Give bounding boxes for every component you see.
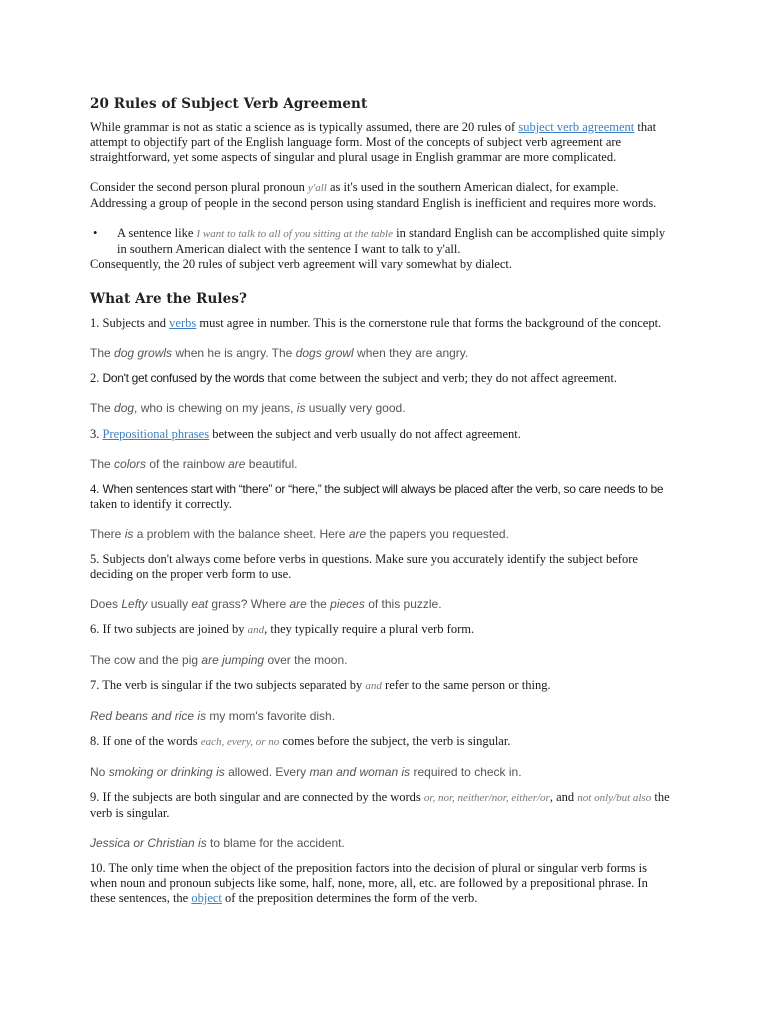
text: There bbox=[90, 527, 125, 541]
text: A sentence like bbox=[117, 226, 197, 240]
list-item bbox=[90, 226, 670, 257]
text: Consider the second person plural pronoun bbox=[90, 180, 309, 194]
verbs-link[interactable]: verbs bbox=[169, 316, 197, 330]
text: when he is angry. The bbox=[172, 346, 296, 360]
text: 3. bbox=[90, 427, 103, 441]
yall-term: y'all bbox=[308, 182, 327, 194]
intro-paragraph-1 bbox=[90, 120, 670, 165]
text: the papers you requested. bbox=[366, 527, 509, 541]
text: , and bbox=[549, 790, 578, 804]
emphasis: eat bbox=[191, 597, 209, 611]
emphasis: Lefty bbox=[121, 597, 148, 611]
example-4 bbox=[90, 527, 670, 542]
text: Don't get confused by the words bbox=[102, 371, 265, 385]
emphasis: are bbox=[289, 597, 307, 611]
text: the bbox=[306, 597, 331, 611]
text: The cow and the pig bbox=[90, 653, 202, 667]
keyword: and bbox=[365, 680, 382, 692]
text: in standard English can be accomplished quite simply in southern American dialect with the sentence I want to talk to y'all. bbox=[117, 226, 666, 256]
text: usually bbox=[147, 597, 192, 611]
text: comes before the subject, the verb is singular. bbox=[279, 734, 511, 748]
text: to blame for the accident. bbox=[206, 836, 345, 850]
text: over the moon. bbox=[264, 653, 348, 667]
bullet-list bbox=[90, 226, 670, 257]
text: 7. The verb is singular if the two subjects separated by bbox=[90, 678, 366, 692]
emphasis: dogs growl bbox=[295, 346, 354, 360]
text: of this puzzle. bbox=[364, 597, 442, 611]
text: must agree in number. This is the cornerstone rule that forms the background of the concept. bbox=[196, 316, 662, 330]
example-2 bbox=[90, 401, 670, 416]
rule-6 bbox=[90, 622, 670, 638]
prepositional-phrases-link[interactable]: Prepositional phrases bbox=[102, 427, 210, 441]
rule-2 bbox=[90, 371, 670, 386]
keyword: not only/but also bbox=[577, 792, 652, 804]
example-9 bbox=[90, 836, 670, 851]
rule-3 bbox=[90, 427, 670, 442]
rule-5: 5. Subjects don't always come before verbs in questions. Make sure you accurately identify the subject before deciding on the proper verb form to use. bbox=[90, 552, 638, 581]
emphasis: colors bbox=[114, 457, 147, 471]
rule-7 bbox=[90, 678, 670, 694]
example-5 bbox=[90, 597, 670, 612]
example-1 bbox=[90, 346, 670, 361]
text: of the rainbow bbox=[146, 457, 229, 471]
text: when they are angry. bbox=[353, 346, 469, 360]
text: The bbox=[90, 457, 115, 471]
emphasis: man and woman is bbox=[309, 765, 411, 779]
text: , who is chewing on my jeans, bbox=[134, 401, 297, 415]
keyword: and bbox=[247, 624, 265, 636]
text: The bbox=[90, 401, 115, 415]
quoted-sentence: I want to talk to all of you sitting at the table bbox=[196, 228, 393, 240]
rule-8 bbox=[90, 734, 670, 750]
bullet-icon: • bbox=[93, 226, 98, 240]
page-title: 20 Rules of Subject Verb Agreement bbox=[90, 96, 368, 112]
subject-verb-agreement-link[interactable]: subject verb agreement bbox=[518, 120, 635, 134]
text: required to check in. bbox=[410, 765, 522, 779]
example-8 bbox=[90, 765, 670, 780]
intro-paragraph-2 bbox=[90, 180, 670, 211]
keyword: each, every, or no bbox=[200, 736, 280, 748]
text: my mom's favorite dish. bbox=[206, 709, 336, 723]
text: The bbox=[90, 346, 115, 360]
text: 6. If two subjects are joined by bbox=[90, 622, 248, 636]
emphasis: dog bbox=[114, 401, 135, 415]
text: usually very good. bbox=[305, 401, 406, 415]
example-3 bbox=[90, 457, 670, 472]
emphasis: are jumping bbox=[201, 653, 265, 667]
text: While grammar is not as static a science as is typically assumed, there are 20 rules of bbox=[90, 120, 519, 134]
keyword: or, nor, neither/nor, either/or bbox=[423, 792, 550, 804]
text: refer to the same person or thing. bbox=[381, 678, 551, 692]
object-link[interactable]: object bbox=[191, 891, 222, 905]
text: grass? Where bbox=[208, 597, 290, 611]
text: 9. If the subjects are both singular and are connected by the words bbox=[90, 790, 424, 804]
text: as it's used in the southern American dialect, for example. Addressing a group of people in the second person using standard English is inefficient and requires more words. bbox=[90, 180, 657, 210]
text: Does bbox=[90, 597, 122, 611]
text: 1. Subjects and bbox=[90, 316, 170, 330]
text: No bbox=[90, 765, 109, 779]
text: When sentences start with “there” or “here,” the subject will always be placed after the verb, so care needs to be bbox=[102, 482, 664, 496]
emphasis: are bbox=[348, 527, 367, 541]
text: beautiful. bbox=[245, 457, 298, 471]
rules-heading: What Are the Rules? bbox=[90, 291, 248, 307]
rule-9 bbox=[90, 790, 670, 821]
emphasis: pieces bbox=[330, 597, 365, 611]
example-7 bbox=[90, 709, 670, 724]
emphasis: Jessica or Christian is bbox=[90, 836, 207, 850]
intro-paragraph-3: Consequently, the 20 rules of subject verb agreement will vary somewhat by dialect. bbox=[90, 257, 512, 271]
emphasis: Red beans and rice is bbox=[90, 709, 207, 723]
rule-1 bbox=[90, 316, 670, 331]
rule-4 bbox=[90, 482, 670, 512]
text: allowed. Every bbox=[224, 765, 310, 779]
text: taken to identify it correctly. bbox=[90, 497, 232, 511]
emphasis: is bbox=[124, 527, 134, 541]
text: 2. bbox=[90, 371, 103, 385]
text: of the preposition determines the form of the verb. bbox=[221, 891, 478, 905]
text: a problem with the balance sheet. Here bbox=[133, 527, 349, 541]
text: between the subject and verb usually do not affect agreement. bbox=[209, 427, 521, 441]
text: that attempt to objectify part of the English language form. Most of the concepts of subject verb agreement are straightforward, yet some aspects of singular and plural usage in English grammar are more complicated. bbox=[90, 120, 657, 164]
emphasis: are bbox=[228, 457, 246, 471]
text: 8. If one of the words bbox=[90, 734, 201, 748]
text: , they typically require a plural verb form. bbox=[264, 622, 475, 636]
emphasis: smoking or drinking is bbox=[108, 765, 225, 779]
rule-10 bbox=[90, 861, 670, 906]
text: the verb is singular. bbox=[90, 790, 670, 820]
article-body bbox=[90, 96, 670, 906]
text: that come between the subject and verb; they do not affect agreement. bbox=[264, 371, 618, 385]
text: 10. The only time when the object of the preposition factors into the decision of plural or singular verb forms is when noun and pronoun subjects like some, half, none, more, all, etc. are followed by a prepositional phrase. In these sentences, the bbox=[90, 861, 648, 905]
emphasis: is bbox=[296, 401, 306, 415]
example-6 bbox=[90, 653, 670, 668]
text: 4. bbox=[90, 482, 103, 496]
emphasis: dog growls bbox=[114, 346, 173, 360]
